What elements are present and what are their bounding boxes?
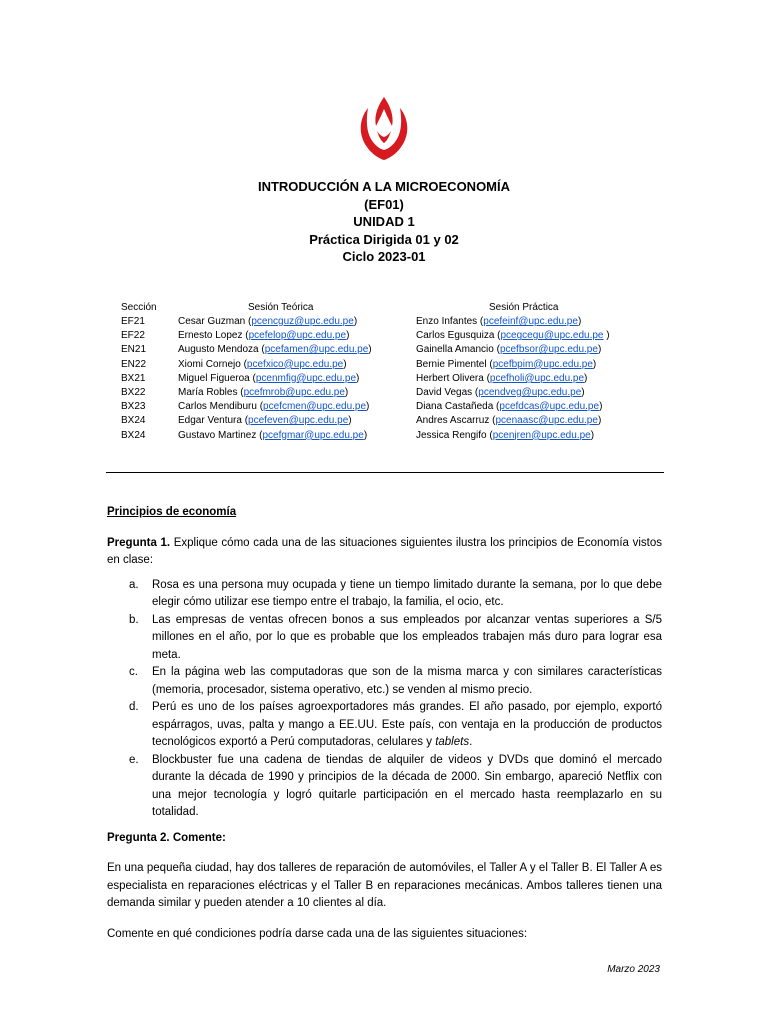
title-unit: UNIDAD 1 (353, 214, 415, 229)
item-text: Rosa es una persona muy ocupada y tiene un tiempo limitado durante la semana, por lo que debe elegir cómo utilizar ese tiempo entre el trabajo, la familia, el ocio, etc. (152, 578, 662, 608)
practice-suffix: ) (590, 429, 595, 441)
practice-name: Gainella Amancio (416, 344, 494, 356)
theory-instructor: Ernesto Lopez (pcefelop@upc.edu.pe) (178, 330, 350, 342)
item-marker: b. (129, 613, 139, 626)
theory-name: Ernesto Lopez (178, 330, 243, 342)
list-item (107, 612, 662, 665)
section-code: EN22 (121, 358, 147, 370)
theory-name: Cesar Guzman (178, 316, 246, 327)
list-item (107, 577, 662, 612)
practice-suffix: ) (581, 387, 585, 398)
question-1 (107, 535, 662, 570)
practice-instructor: Jessica Rengifo (pcenjren@upc.edu.pe) (416, 429, 595, 441)
practice-instructor: Bernie Pimentel (pcefbpim@upc.edu.pe) (416, 358, 597, 370)
practice-suffix: ) (603, 330, 610, 342)
practice-suffix: ) (577, 316, 582, 327)
item-marker: a. (129, 578, 139, 591)
practice-name: David Vegas (416, 387, 473, 398)
practice-email-link[interactable]: pcendveg@upc.edu.pe (478, 387, 582, 398)
theory-name: Edgar Ventura (178, 415, 242, 427)
practice-instructor: Gainella Amancio (pcefbsor@upc.edu.pe) (416, 344, 602, 356)
theory-email-link[interactable]: pcefcmen@upc.edu.pe (263, 401, 367, 413)
question-2-paragraph: En una pequeña ciudad, hay dos talleres de reparación de automóviles, el Taller A y el Taller B. El Taller A es especialista en reparaciones eléctricas y el Taller B en reparaciones mecánicas. Ambos talleres tienen una demanda similar y pueden atender a 10 clientes al día. (107, 862, 662, 909)
section-title: Principios de economía (107, 506, 237, 518)
question-1-text: Explique cómo cada una de las situaciones siguientes ilustra los principios de Economía vistos en clase: (107, 536, 662, 566)
list-item (107, 752, 662, 822)
practice-suffix: ) (599, 401, 603, 413)
item-marker: d. (129, 701, 139, 713)
section-code: EF22 (121, 330, 145, 342)
practice-suffix: ) (584, 372, 588, 384)
question-2-label (107, 830, 662, 848)
question-1-label: Pregunta 1. (107, 536, 171, 549)
theory-name: Miguel Figueroa (178, 372, 250, 384)
theory-name: María Robles (178, 387, 238, 398)
item-text-end: . (469, 736, 473, 748)
item-marker: e. (129, 753, 139, 766)
item-text: En la página web las computadoras que son de la misma marca y con similares características (memoria, procesador, sistema operativo, etc.) se venden al mismo precio. (152, 666, 662, 696)
practice-email-link[interactable]: pcefbpim@upc.edu.pe (492, 358, 593, 370)
title-cycle: Ciclo 2023-01 (342, 249, 426, 264)
practice-instructor: Enzo Infantes (pcefeinf@upc.edu.pe) (416, 316, 582, 327)
upc-logo (355, 93, 413, 165)
theory-instructor: Xiomi Cornejo (pcefxico@upc.edu.pe) (178, 358, 347, 370)
item-marker: c. (129, 666, 138, 678)
item-text: Las empresas de ventas ofrecen bonos a sus empleados por alcanzar ventas superiores a S/5 millones en el año, por lo que es probable que los empleados trabajen más duro para lograr esa meta. (152, 613, 662, 661)
question-2-label-text: Pregunta 2. Comente: (107, 831, 226, 844)
theory-name: Augusto Mendoza (178, 344, 259, 356)
section-code: BX24 (121, 429, 146, 441)
theory-instructor: Augusto Mendoza (pcefamen@upc.edu.pe) (178, 344, 372, 356)
practice-email-link[interactable]: pcefdcas@upc.edu.pe (499, 401, 600, 413)
theory-instructor: Gustavo Martinez (pcefgmar@upc.edu.pe) (178, 429, 368, 441)
section-code: BX23 (121, 401, 146, 413)
practice-name: Herbert Olivera (416, 372, 484, 384)
item-text-main: Perú es uno de los países agroexportadores más grandes. El año pasado, por ejemplo, exportó espárragos, uvas, palta y mango a EE.UU. Este país, con ventaja en la producción de productos tecnológicos exportó a Perú computadoras, celulares y (152, 701, 662, 748)
theory-email-link[interactable]: pcenmfig@upc.edu.pe (255, 372, 357, 384)
item-text (152, 699, 662, 752)
practice-name: Bernie Pimentel (416, 358, 487, 370)
list-item (107, 699, 662, 752)
section-code: BX24 (121, 415, 146, 427)
theory-email-link[interactable]: pcefeven@upc.edu.pe (248, 415, 349, 427)
title-practice: Práctica Dirigida 01 y 02 (309, 231, 459, 247)
practice-email-link[interactable]: pcefeinf@upc.edu.pe (483, 316, 578, 327)
theory-instructor: Cesar Guzman (pcencguz@upc.edu.pe) (178, 316, 358, 327)
theory-email-link[interactable]: pcefxico@upc.edu.pe (246, 358, 344, 370)
practice-name: Diana Castañeda (416, 401, 494, 413)
theory-instructor: Miguel Figueroa (pcenmfig@upc.edu.pe) (178, 372, 360, 384)
theory-name: Carlos Mendiburu (178, 401, 257, 413)
practice-suffix: ) (592, 358, 597, 370)
theory-name: Xiomi Cornejo (178, 358, 241, 370)
practice-suffix: ) (597, 344, 602, 356)
item-text: Blockbuster fue una cadena de tiendas de alquiler de videos y DVDs que dominó el mercado durante la década de 1990 y principios de la década de 2000. Sin embargo, apareció Netflix con una mejor tecnología y logró quitarle participación en el mercado hasta reemplazarlo en su totalidad. (152, 753, 662, 818)
practice-name: Jessica Rengifo (416, 429, 487, 441)
divider (106, 472, 664, 473)
document-title (0, 178, 768, 266)
theory-name: Gustavo Martinez (178, 429, 257, 441)
practice-name: Enzo Infantes (416, 316, 478, 327)
section-code: BX21 (121, 372, 146, 384)
section-code: EF21 (121, 316, 145, 327)
theory-email-link[interactable]: pcefmrob@upc.edu.pe (243, 387, 345, 398)
theory-email-link[interactable]: pcencguz@upc.edu.pe (251, 316, 354, 327)
practice-email-link[interactable]: pcefholi@upc.edu.pe (489, 372, 585, 384)
practice-name: Carlos Egusquiza (416, 330, 495, 342)
theory-instructor: Edgar Ventura (pcefeven@upc.edu.pe) (178, 415, 352, 427)
theory-email-link[interactable]: pcefelop@upc.edu.pe (248, 330, 347, 342)
header-practice: Sesión Práctica (489, 302, 559, 313)
question-2-instruction: Comente en qué condiciones podría darse cada una de las siguientes situaciones: (107, 927, 528, 940)
header-theory: Sesión Teórica (248, 302, 314, 313)
practice-suffix: ) (597, 415, 602, 427)
practice-instructor: Carlos Egusquiza (pcegcegu@upc.edu.pe ) (416, 330, 610, 342)
theory-instructor: Carlos Mendiburu (pcefcmen@upc.edu.pe) (178, 401, 370, 413)
list-item (107, 664, 662, 699)
practice-instructor: David Vegas (pcendveg@upc.edu.pe) (416, 387, 585, 398)
practice-email-link[interactable]: pcefbsor@upc.edu.pe (499, 344, 598, 356)
item-text-italic: tablets (435, 736, 470, 748)
practice-email-link[interactable]: pcegcegu@upc.edu.pe (500, 330, 604, 342)
practice-name: Andres Ascarruz (416, 415, 490, 427)
question-1-items (107, 577, 662, 822)
theory-email-link[interactable]: pcefgmar@upc.edu.pe (262, 429, 364, 441)
practice-email-link[interactable]: pcenaasc@upc.edu.pe (495, 415, 598, 427)
theory-email-link[interactable]: pcefamen@upc.edu.pe (264, 344, 369, 356)
title-code: (EF01) (364, 196, 404, 212)
document-body (107, 504, 662, 943)
header-section: Sección (121, 302, 157, 313)
practice-instructor: Herbert Olivera (pcefholi@upc.edu.pe) (416, 372, 588, 384)
title-course: INTRODUCCIÓN A LA MICROECONOMÍA (257, 179, 511, 194)
practice-instructor: Diana Castañeda (pcefdcas@upc.edu.pe) (416, 401, 603, 413)
section-code: EN21 (121, 344, 147, 356)
practice-instructor: Andres Ascarruz (pcenaasc@upc.edu.pe) (416, 415, 602, 427)
theory-instructor: María Robles (pcefmrob@upc.edu.pe) (178, 387, 349, 398)
section-code: BX22 (121, 387, 146, 398)
footer-date: Marzo 2023 (607, 964, 660, 975)
practice-email-link[interactable]: pcenjren@upc.edu.pe (492, 429, 591, 441)
